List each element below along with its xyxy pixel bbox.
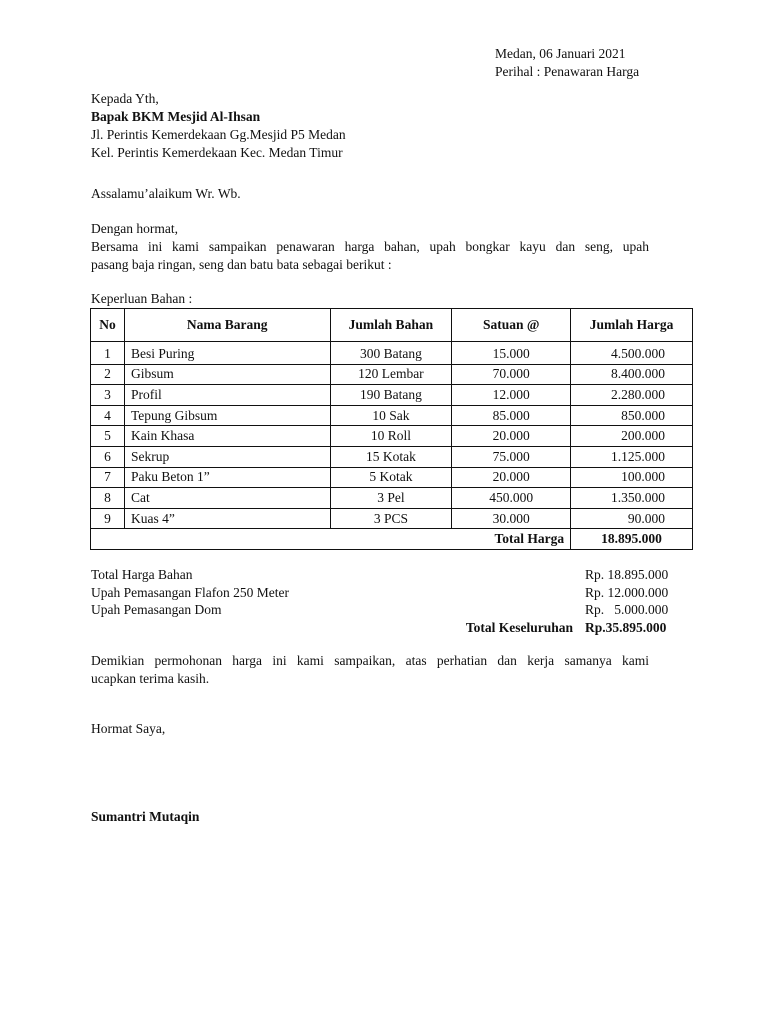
cell-no: 2 — [91, 364, 125, 385]
grand-total-amount: Rp.35.895.000 — [585, 619, 667, 635]
col-header-qty: Jumlah Bahan — [330, 309, 452, 342]
summary-amount: Rp. 18.895.000 — [585, 567, 669, 582]
letter-header — [495, 45, 639, 81]
recipient-name: Bapak BKM Mesjid Al-Ihsan — [91, 109, 261, 124]
cost-summary — [91, 566, 678, 636]
table-total-row — [91, 529, 693, 550]
cell-unit-price: 20.000 — [452, 426, 571, 447]
summary-label: Upah Pemasangan Dom — [91, 602, 222, 617]
cell-no: 5 — [91, 426, 125, 447]
cell-qty: 300 Batang — [330, 342, 452, 365]
table-title: Keperluan Bahan : — [91, 291, 193, 306]
salutation: Assalamu’alaikum Wr. Wb. — [91, 186, 241, 201]
summary-amount: Rp. 12.000.000 — [585, 584, 669, 600]
cell-qty: 10 Sak — [330, 405, 452, 426]
summary-line — [91, 566, 678, 584]
closing-line1: Demikian permohonan harga ini kami sampaikan, atas perhatian dan kerja samanya kami — [91, 653, 649, 668]
recipient-address-line2: Kel. Perintis Kemerdekaan Kec. Medan Timur — [91, 145, 343, 160]
table-row — [91, 364, 693, 385]
cell-name: Kuas 4” — [124, 508, 330, 529]
table-row — [91, 405, 693, 426]
cell-total: 4.500.000 — [571, 342, 693, 365]
cell-total: 2.280.000 — [571, 385, 693, 406]
table-row — [91, 508, 693, 529]
price-table — [90, 308, 693, 550]
summary-amount: Rp. 5.000.000 — [585, 602, 669, 617]
cell-qty: 10 Roll — [330, 426, 452, 447]
table-row — [91, 342, 693, 365]
col-header-unit-price: Satuan @ — [452, 309, 571, 342]
table-header-row — [91, 309, 693, 342]
table-row — [91, 488, 693, 509]
cell-unit-price: 75.000 — [452, 446, 571, 467]
opening-line2: Bersama ini kami sampaikan penawaran harga bahan, upah bongkar kayu dan seng, upah — [91, 239, 649, 254]
summary-label: Upah Pemasangan Flafon 250 Meter — [91, 584, 289, 600]
cell-unit-price: 30.000 — [452, 508, 571, 529]
cell-qty: 120 Lembar — [330, 364, 452, 385]
cell-no: 9 — [91, 508, 125, 529]
grand-total-line — [91, 619, 678, 637]
recipient-address-line1: Jl. Perintis Kemerdekaan Gg.Mesjid P5 Medan — [91, 127, 346, 142]
cell-name: Besi Puring — [124, 342, 330, 365]
col-header-total: Jumlah Harga — [571, 309, 693, 342]
cell-name: Cat — [124, 488, 330, 509]
cell-name: Gibsum — [124, 364, 330, 385]
cell-qty: 190 Batang — [330, 385, 452, 406]
cell-total: 90.000 — [571, 508, 693, 529]
cell-qty: 3 Pel — [330, 488, 452, 509]
cell-name: Sekrup — [124, 446, 330, 467]
table-row — [91, 467, 693, 488]
cell-name: Tepung Gibsum — [124, 405, 330, 426]
summary-line — [91, 584, 678, 602]
summary-line — [91, 601, 678, 619]
table-row — [91, 446, 693, 467]
place-date: Medan, 06 Januari 2021 — [495, 46, 626, 61]
cell-qty: 5 Kotak — [330, 467, 452, 488]
cell-unit-price: 450.000 — [452, 488, 571, 509]
cell-unit-price: 12.000 — [452, 385, 571, 406]
cell-total: 1.350.000 — [571, 488, 693, 509]
closing-paragraph — [91, 652, 649, 688]
cell-total: 8.400.000 — [571, 364, 693, 385]
cell-name: Profil — [124, 385, 330, 406]
cell-unit-price: 20.000 — [452, 467, 571, 488]
recipient-greeting: Kepada Yth, — [91, 91, 159, 106]
regards: Hormat Saya, — [91, 721, 166, 736]
cell-unit-price: 15.000 — [452, 342, 571, 365]
recipient-block — [91, 90, 346, 162]
opening-line1: Dengan hormat, — [91, 221, 178, 236]
total-harga-value: 18.895.000 — [571, 529, 693, 550]
cell-name: Kain Khasa — [124, 426, 330, 447]
table-row — [91, 385, 693, 406]
cell-total: 100.000 — [571, 467, 693, 488]
cell-qty: 3 PCS — [330, 508, 452, 529]
grand-total-label: Total Keseluruhan — [465, 619, 573, 635]
col-header-name: Nama Barang — [124, 309, 330, 342]
summary-label: Total Harga Bahan — [91, 567, 193, 582]
cell-qty: 15 Kotak — [330, 446, 452, 467]
cell-unit-price: 85.000 — [452, 405, 571, 426]
subject-line: Perihal : Penawaran Harga — [495, 64, 640, 79]
closing-line2: ucapkan terima kasih. — [91, 671, 210, 686]
total-harga-label: Total Harga — [91, 529, 571, 550]
cell-unit-price: 70.000 — [452, 364, 571, 385]
opening-line3: pasang baja ringan, seng dan batu bata sebagai berikut : — [91, 257, 392, 272]
cell-no: 4 — [91, 405, 125, 426]
cell-no: 1 — [91, 342, 125, 365]
cell-total: 850.000 — [571, 405, 693, 426]
table-row — [91, 426, 693, 447]
cell-no: 6 — [91, 446, 125, 467]
cell-no: 7 — [91, 467, 125, 488]
signer-name: Sumantri Mutaqin — [91, 809, 200, 824]
opening-paragraph — [91, 220, 649, 274]
cell-name: Paku Beton 1” — [124, 467, 330, 488]
cell-total: 1.125.000 — [571, 446, 693, 467]
cell-total: 200.000 — [571, 426, 693, 447]
cell-no: 8 — [91, 488, 125, 509]
cell-no: 3 — [91, 385, 125, 406]
col-header-no: No — [91, 309, 125, 342]
